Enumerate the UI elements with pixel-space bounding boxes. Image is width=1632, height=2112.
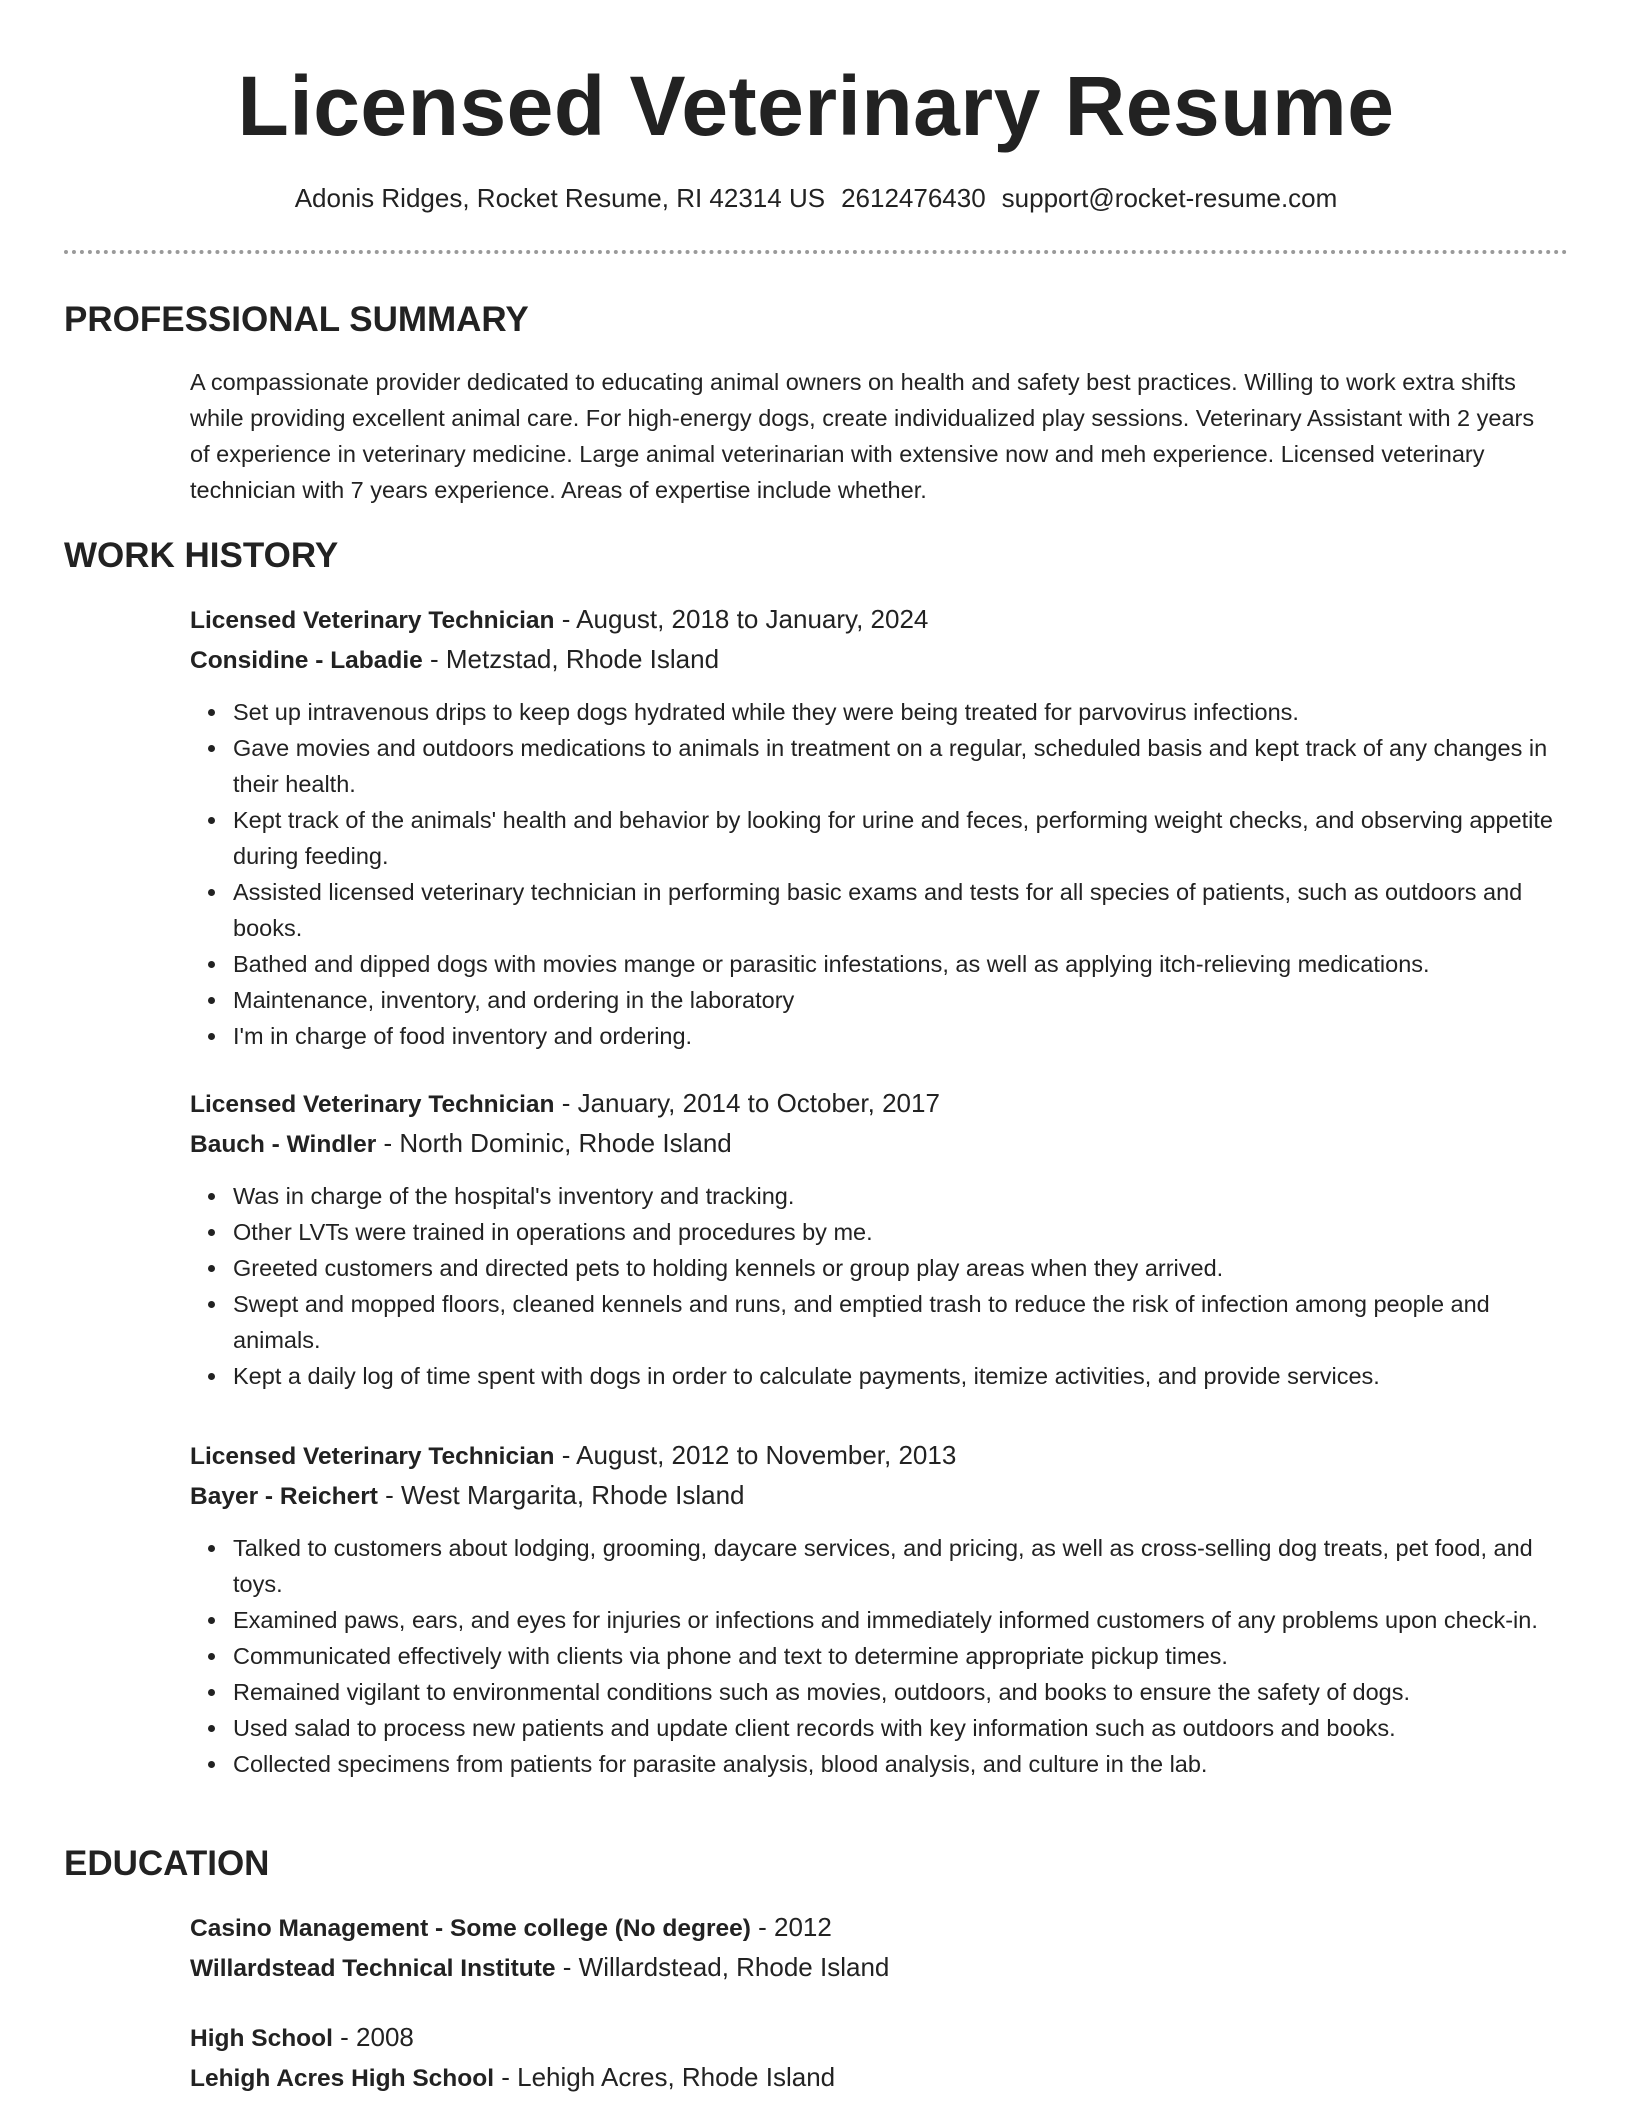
education-year: - 2012 [750,1912,832,1942]
contact-phone: 2612476430 [841,183,986,213]
job-title: Licensed Veterinary Technician [190,607,555,634]
job-bullet: I'm in charge of food inventory and ordering. [190,1018,1570,1054]
job-location: - Metzstad, Rhode Island [422,644,720,674]
education-degree-line [190,2018,1570,2058]
education-school: Lehigh Acres High School [190,2065,495,2092]
job-company: Bauch - Windler [190,1131,377,1158]
job-bullet: Collected specimens from patients for parasite analysis, blood analysis, and culture in the lab. [190,1746,1570,1782]
education-school-line [190,2058,1570,2098]
job-bullet: Communicated effectively with clients via phone and text to determine appropriate pickup times. [190,1638,1570,1674]
job-title-line [190,1436,1570,1476]
job-bullets [190,1178,1570,1394]
resume-title: Licensed Veterinary Resume [237,59,1395,153]
job-bullets [190,694,1570,1054]
education-heading: EDUCATION [64,1844,270,1883]
job-bullet: Used salad to process new patients and update client records with key information such as outdoors and books. [190,1710,1570,1746]
education-entry [190,1908,1570,1988]
education-school: Willardstead Technical Institute [190,1955,556,1982]
job-location: - North Dominic, Rhode Island [376,1128,732,1158]
job-bullet: Examined paws, ears, and eyes for injuries or infections and immediately informed customers of any problems upon check-in. [190,1602,1570,1638]
education-year: - 2008 [332,2022,414,2052]
job-company-line [190,1476,1570,1516]
contact-email: support@rocket-resume.com [1001,183,1338,213]
job-bullet: Was in charge of the hospital's inventory and tracking. [190,1178,1570,1214]
education-location: - Lehigh Acres, Rhode Island [494,2062,836,2092]
job-bullets [190,1530,1570,1782]
job-dates: - August, 2012 to November, 2013 [554,1440,957,1470]
header-divider [64,250,1568,254]
job-bullet: Other LVTs were trained in operations and procedures by me. [190,1214,1570,1250]
education-school-line [190,1948,1570,1988]
education-entry [190,2018,1570,2098]
education-degree-line [190,1908,1570,1948]
summary-heading: PROFESSIONAL SUMMARY [64,300,529,339]
job-title: Licensed Veterinary Technician [190,1091,555,1118]
job-dates: - August, 2018 to January, 2024 [554,604,929,634]
job-bullet: Kept a daily log of time spent with dogs in order to calculate payments, itemize activities, and provide services. [190,1358,1570,1394]
job-bullet: Bathed and dipped dogs with movies mange or parasitic infestations, as well as applying itch-relieving medications. [190,946,1570,982]
job-company-line [190,1124,1570,1164]
contact-line [0,180,1632,216]
job-bullet: Maintenance, inventory, and ordering in the laboratory [190,982,1570,1018]
job-bullet: Assisted licensed veterinary technician in performing basic exams and tests for all species of patients, such as outdoors and books. [190,874,1570,946]
job-entry [190,1084,1570,1394]
work-history-heading: WORK HISTORY [64,536,339,575]
job-bullet: Remained vigilant to environmental conditions such as movies, outdoors, and books to ensure the safety of dogs. [190,1674,1570,1710]
job-dates: - January, 2014 to October, 2017 [554,1088,940,1118]
job-entry [190,1436,1570,1782]
job-bullet: Greeted customers and directed pets to holding kennels or group play areas when they arrived. [190,1250,1570,1286]
job-title: Licensed Veterinary Technician [190,1443,555,1470]
job-bullet: Gave movies and outdoors medications to animals in treatment on a regular, scheduled basis and kept track of any changes in their health. [190,730,1570,802]
job-entry [190,600,1570,1054]
job-title-line [190,600,1570,640]
job-company-line [190,640,1570,680]
education-degree: Casino Management - Some college (No degree) [190,1915,751,1942]
job-bullet: Talked to customers about lodging, grooming, daycare services, and pricing, as well as cross-selling dog treats, pet food, and toys. [190,1530,1570,1602]
job-bullet: Set up intravenous drips to keep dogs hydrated while they were being treated for parvovirus infections. [190,694,1570,730]
job-bullet: Swept and mopped floors, cleaned kennels and runs, and emptied trash to reduce the risk of infection among people and animals. [190,1286,1570,1358]
job-location: - West Margarita, Rhode Island [377,1480,745,1510]
job-company: Bayer - Reichert [190,1483,378,1510]
education-location: - Willardstead, Rhode Island [555,1952,890,1982]
education-degree: High School [190,2025,333,2052]
job-company: Considine - Labadie [190,647,423,674]
summary-text: A compassionate provider dedicated to educating animal owners on health and safety best practices. Willing to work extra shifts while providing excellent animal care. For high-energy dogs, create individualized play sessions. Veterinary Assistant with 2 years of experience in veterinary medicine. Large animal veterinarian with extensive now and meh experience. Licensed veterinary technician with 7 years experience. Areas of expertise include whether. [190,369,1535,503]
job-title-line [190,1084,1570,1124]
contact-address: Adonis Ridges, Rocket Resume, RI 42314 US [294,183,826,213]
job-bullet: Kept track of the animals' health and behavior by looking for urine and feces, performing weight checks, and observing appetite during feeding. [190,802,1570,874]
